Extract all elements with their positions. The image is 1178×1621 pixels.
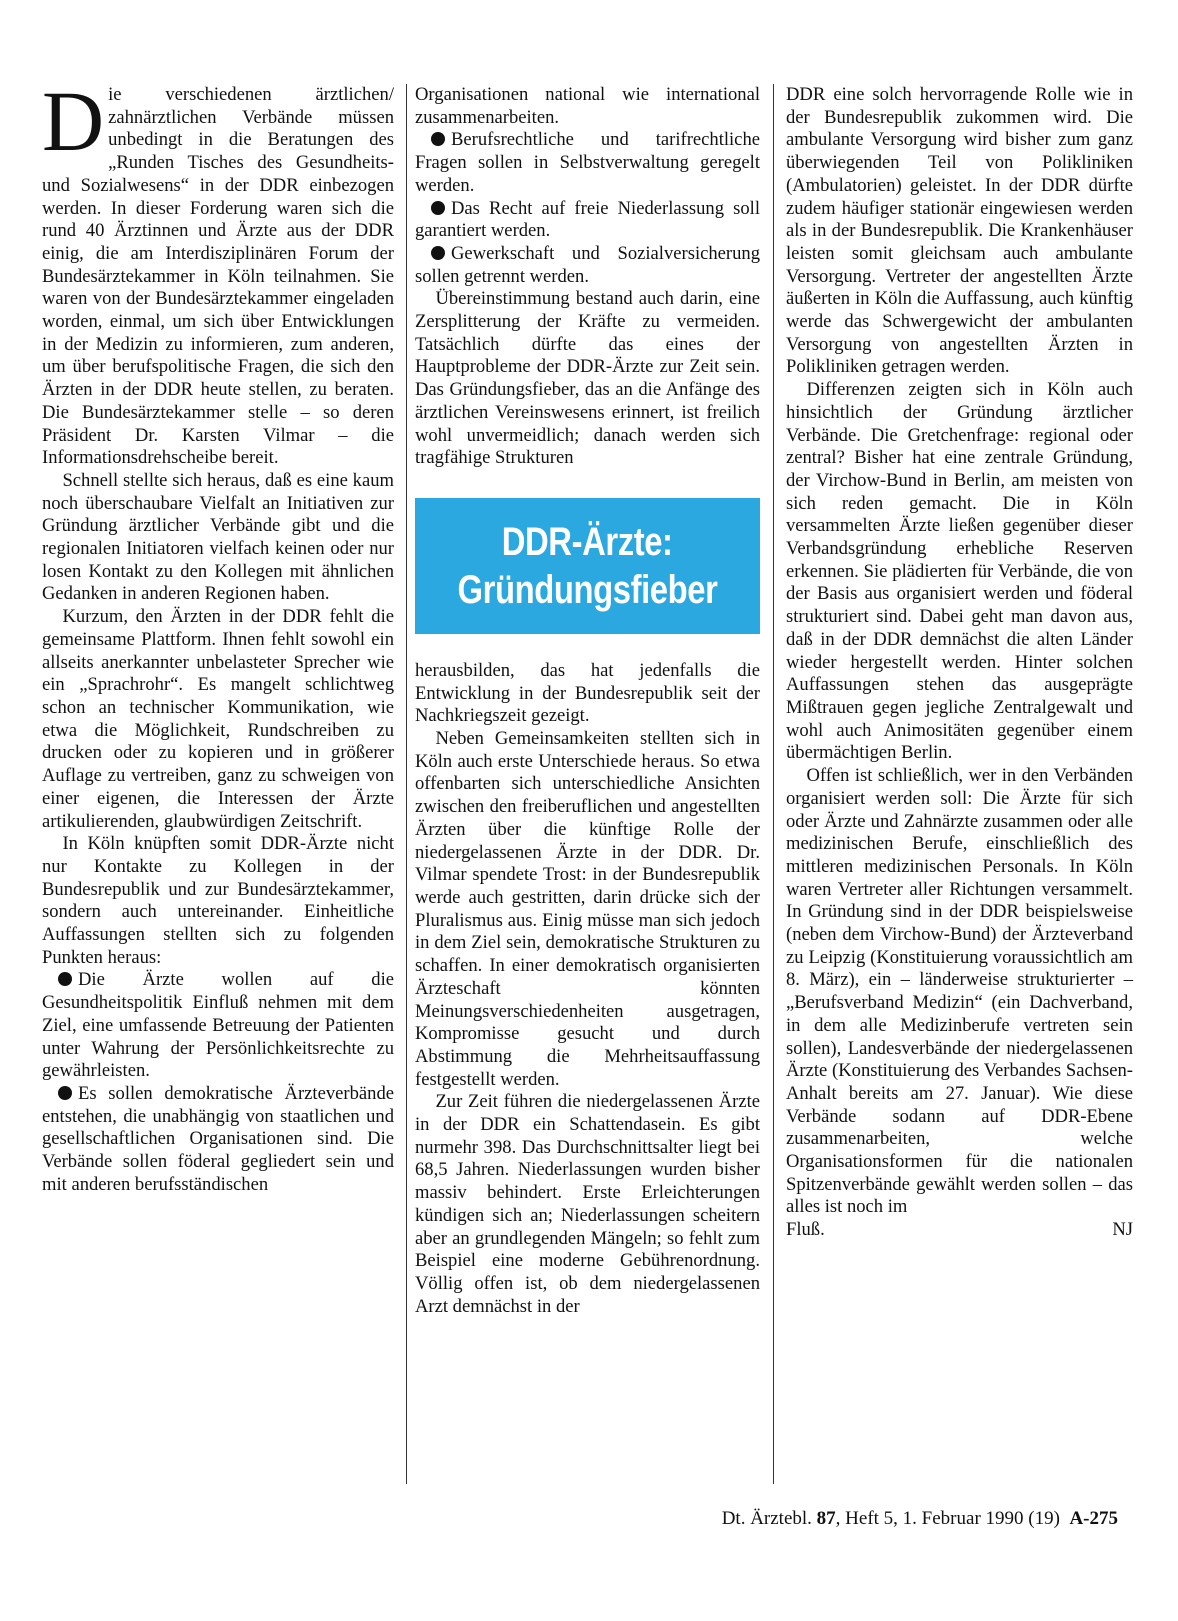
page-number: A-275	[1069, 1508, 1118, 1529]
closing-line	[786, 1219, 1133, 1242]
headline-box	[415, 498, 760, 634]
headline-line-2: Gründungsfieber	[457, 567, 718, 612]
bullet-dot-icon	[58, 972, 72, 986]
bullet-item: Es sollen demokratische Ärzteverbände entstehen, die unabhängig von staatlichen und gesellschaftlichen Organisationen sind. Die Verbände sollen föderal gegliedert sein und mit anderen berufsständischen	[42, 1082, 394, 1195]
paragraph: Kurzum, den Ärzten in der DDR fehlt die gemeinsame Plattform. Ihnen fehlt sowohl ein allseits anerkannter unbelasteter Sprecher wie ein „Sprachrohr“. Es mangelt schlichtweg schon an technischer Kommunikation, wie etwa die Möglichkeit, Rundschreiben zu drucken oder zu kopieren und in größerer Auflage zu vertreiben, ganz zu schweigen von einer eigenen, die Interessen der Ärzte artikulierenden, glaubwürdigen Zeitschrift.	[42, 606, 394, 832]
bullet-item: Gewerkschaft und Sozialversicherung sollen getrennt werden.	[415, 242, 760, 287]
paragraph: Zur Zeit führen die niedergelassenen Ärzte in der DDR ein Schattendasein. Es gibt nurmehr 398. Das Durchschnittsalter liegt bei 68,5 Jahren. Niederlassungen wurden bisher massiv behindert. Erste Erleichterungen kündigen sich an; Niederlassungen scheitern aber an grundlegenden Mängeln; so fehlt zum Beispiel eine moderne Gebührenordnung. Völlig offen ist, ob dem niedergelassenen Arzt demnächst in der	[415, 1091, 760, 1317]
paragraph: DDR eine solch hervorragende Rolle wie in der Bundesrepublik zukommen wird. Die ambulante Versorgung wird bisher zum ganz überwiegenden Teil von Polikliniken (Ambulatorien) geleistet. In der DDR dürfte zudem häufiger stationär eingewiesen werden als in der Bundesrepublik. Die Krankenhäuser leisten somit gleichsam auch ambulante Versorgung. Vertreter der angestellten Ärzte äußerten in Köln die Auffassung, auch künftig werde das Schwergewicht der ambulanten Versorgung von angestellten Ärzten in Polikliniken getragen werden.	[786, 84, 1133, 378]
paragraph: Offen ist schließlich, wer in den Verbänden organisiert werden soll: Die Ärzte für sich oder Ärzte und Zahnärzte zusammen oder alle medizinischen Berufe, einschließlich des mittleren medizinischen Personals. In Köln waren Vertreter aller Richtungen versammelt. In Gründung sind in der DDR beispielsweise (neben dem Virchow-Bund) der Ärzteverband zu Leipzig (Konstituierung voraussichtlich am 8. März), ein – länderweise strukturierter – „Berufsverband Medizin“ (ein Dachverband, in dem alle Medizinberufe vertreten sein sollen), Landesverbände der niedergelassenen Ärzte (Konstituierung des Verbandes Sachsen-Anhalt bereits am 27. Januar). Wie diese Verbände sodann auf DDR-Ebene zusammenarbeiten, welche Organisationsformen für die nationalen Spitzenverbände gewählt werden sollen – das alles ist noch im	[786, 765, 1133, 1218]
paragraph: In Köln knüpften somit DDR-Ärzte nicht nur Kontakte zu Kollegen in der Bundesrepublik und zur Bundesärztekammer, sondern auch untereinander. Einheitliche Auffassungen stellten sich zu folgenden Punkten heraus:	[42, 833, 394, 968]
column-rule-2	[773, 84, 774, 1484]
paragraph: Schnell stellte sich heraus, daß es eine kaum noch überschaubare Vielfalt an Initiativen zur Gründung ärztlicher Verbände gibt und die regionalen Initiatoren vielfach keinen oder nur losen Kontakt zu den Kollegen mit ähnlichen Gedanken in anderen Regionen haben.	[42, 469, 394, 605]
paragraph-intro: Die verschiedenen ärztlichen/ zahnärztlichen Verbände müssen unbedingt in die Beratungen des „Runden Tisches des Gesundheits- und Sozialwesens“ in der DDR einbezogen werden. In dieser Forderung waren sich die rund 40 Ärztinnen und Ärzte aus der DDR einig, die am Interdisziplinären Forum der Bundesärztekammer in Köln teilnahmen. Sie waren von der Bundesärztekammer eingeladen worden, einmal, um sich über Entwicklungen in der Medizin zu informieren, zum anderen, um über berufspolitische Fragen, die sich den Ärzten in der DDR heute stellen, zu beraten. Die Bundesärztekammer stelle – so deren Präsident Dr. Karsten Vilmar – die Informationsdrehscheibe bereit.	[42, 73, 394, 469]
bullet-dot-icon	[431, 246, 445, 260]
closing-word: Fluß.	[786, 1219, 825, 1241]
journal-name: Dt. Ärztebl.	[721, 1508, 812, 1529]
column-rule-1	[406, 84, 407, 1484]
drop-cap: D	[42, 73, 105, 169]
bullet-dot-icon	[58, 1086, 72, 1100]
bullet-item: Berufsrechtliche und tarifrechtliche Fragen sollen in Selbstverwaltung geregelt werden.	[415, 129, 760, 196]
headline-line-1: DDR-Ärzte:	[502, 519, 673, 564]
column-1	[42, 73, 394, 1196]
bullet-item: Die Ärzte wollen auf die Gesundheitspolitik Einfluß nehmen mit dem Ziel, eine umfassende Betreuung der Patienten unter Wahrung der Persönlichkeitsrechte zu gewährleisten.	[42, 969, 394, 1082]
journal-volume: 87	[816, 1508, 836, 1529]
bullet-dot-icon	[431, 132, 445, 146]
column-3	[786, 84, 1133, 1242]
paragraph: Differenzen zeigten sich in Köln auch hinsichtlich der Gründung ärztlicher Verbände. Die Gretchenfrage: regional oder zentral? Bisher hat eine zentrale Gründung, der Virchow-Bund in Berlin, am meisten von sich reden gemacht. Die in Köln versammelten Ärzte ließen gegenüber dieser Verbandsgründung erhebliche Reserven erkennen. Sie plädierten für Verbände, die von der Basis aus organisiert werden und föderal strukturiert sind. Dabei geht man davon aus, daß in der DDR demnächst die alten Länder wieder hergestellt werden. Hinter solchen Auffassungen stehen das ausgeprägte Mißtrauen gegen jegliche Zentralgewalt und wohl auch Animositäten gegenüber einem übermächtigen Berlin.	[786, 379, 1133, 764]
bullet-item: Das Recht auf freie Niederlassung soll garantiert werden.	[415, 197, 760, 242]
journal-issue: , Heft 5, 1. Februar 1990 (19)	[835, 1508, 1060, 1529]
author-signature: NJ	[1112, 1219, 1133, 1241]
column-2	[415, 84, 760, 1318]
page-footer	[722, 1508, 1118, 1530]
paragraph: herausbilden, das hat jedenfalls die Entwicklung in der Bundesrepublik seit der Nachkriegszeit gezeigt.	[415, 659, 760, 727]
paragraph: Organisationen national wie international zusammenarbeiten.	[415, 84, 760, 128]
paragraph: Übereinstimmung bestand auch darin, eine Zersplitterung der Kräfte zu vermeiden. Tatsächlich dürfte das eines der Hauptprobleme der DDR-Ärzte zur Zeit sein. Das Gründungsfieber, das an die Anfänge des ärztlichen Vereinswesens erinnert, ist freilich wohl unvermeidlich; danach werden sich tragfähige Strukturen	[415, 288, 760, 469]
bullet-dot-icon	[431, 201, 445, 215]
paragraph: Neben Gemeinsamkeiten stellten sich in Köln auch erste Unterschiede heraus. So etwa offenbarten sich unterschiedliche Ansichten zwischen den freiberuflichen und angestellten Ärzten über die künftige Rolle der niedergelassenen Ärzte in der DDR. Dr. Vilmar spendete Trost: in der Bundesrepublik werde auch gestritten, darin drücke sich der Pluralismus aus. Einig müsse man sich jedoch in dem Ziel sein, demokratische Strukturen zu schaffen. In einer demokratisch organisierten Ärzteschaft könnten Meinungsverschiedenheiten ausgetragen, Kompromisse gesucht und durch Abstimmung die Mehrheitsauffassung festgestellt werden.	[415, 728, 760, 1090]
